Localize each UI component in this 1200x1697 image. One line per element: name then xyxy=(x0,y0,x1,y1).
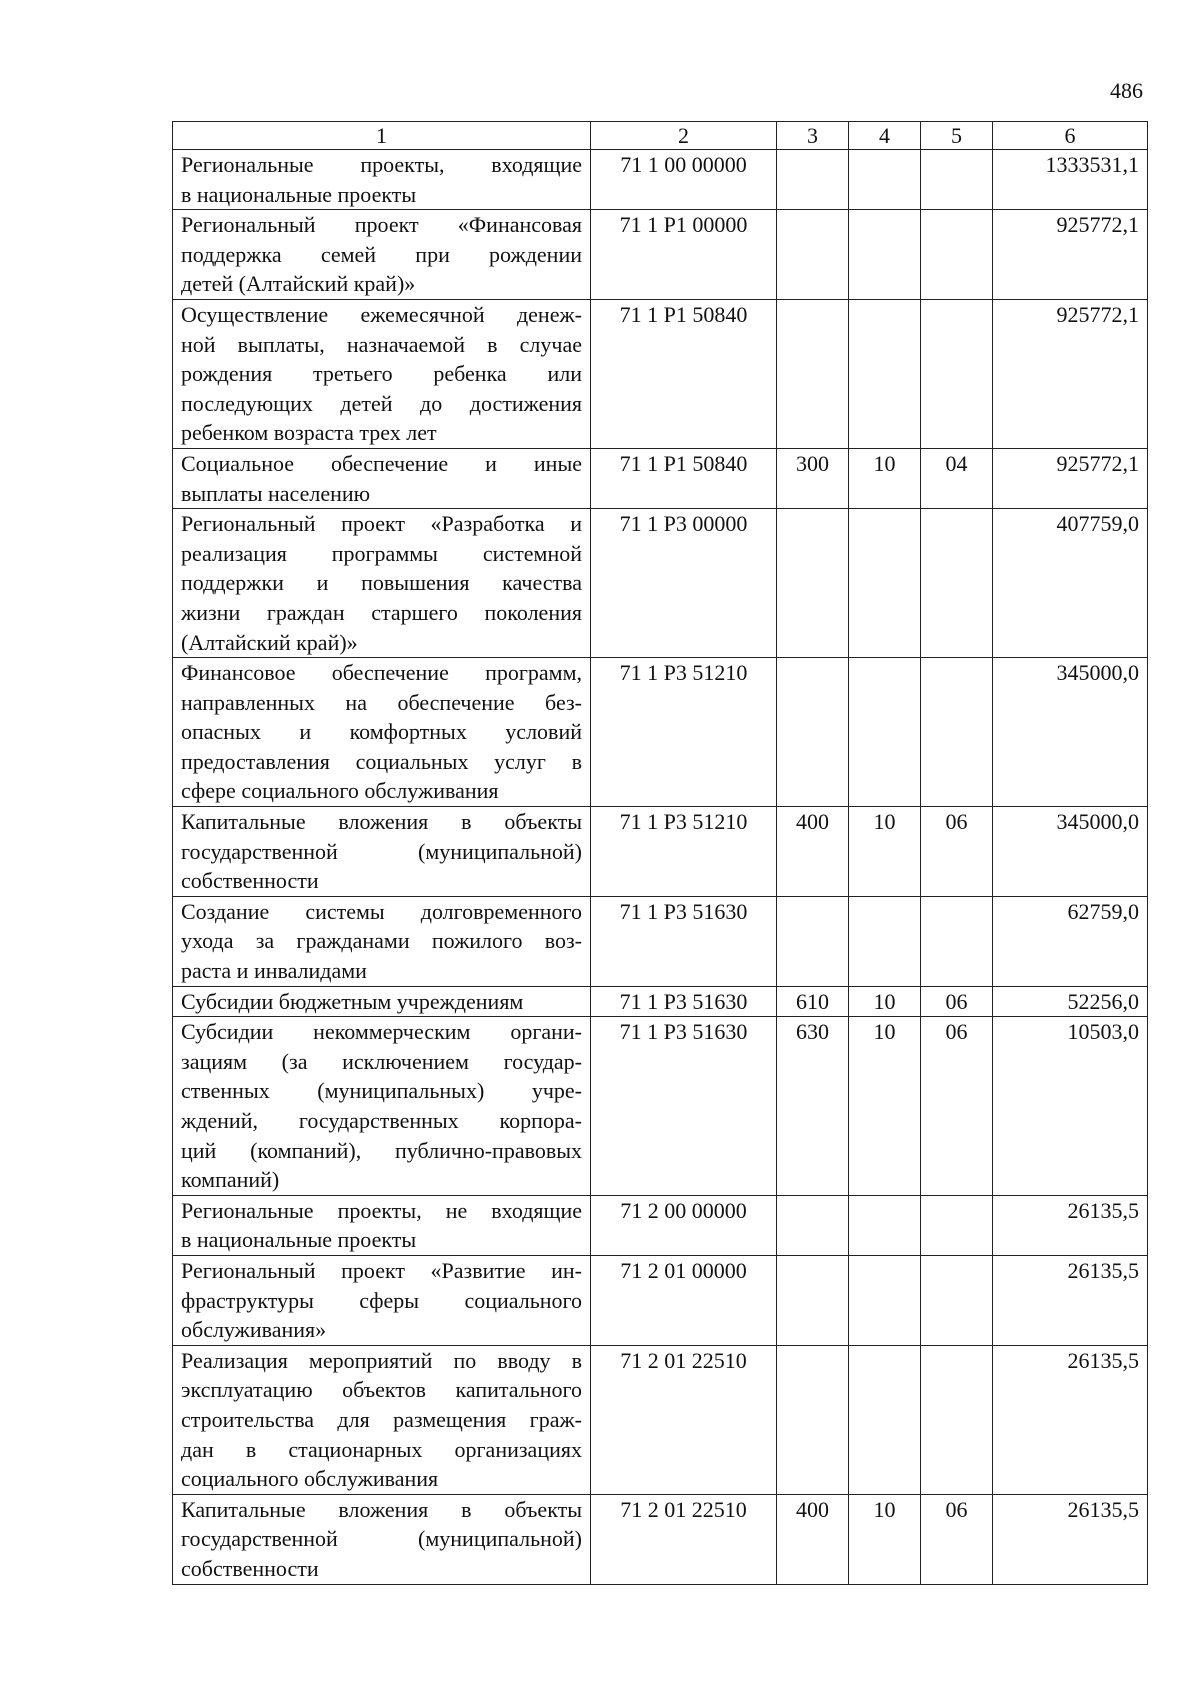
row-name-line: дан в стационарных организациях xyxy=(181,1436,582,1462)
row-col5-cell: 04 xyxy=(921,448,993,508)
row-name-line: Субсидии некоммерческим органи- xyxy=(181,1019,582,1045)
row-name-cell xyxy=(173,1255,591,1345)
row-col5-cell xyxy=(921,896,993,986)
row-name-line: детей (Алтайский край)» xyxy=(181,271,416,297)
row-name-line: ждений, государственных корпора- xyxy=(181,1108,582,1133)
row-name-line: жизни граждан старшего поколения xyxy=(181,599,582,625)
row-sum-cell: 62759,0 xyxy=(993,896,1148,986)
row-name-line: поддержки и повышения качества xyxy=(181,570,582,596)
row-name-line: Создание системы долговременного xyxy=(181,898,582,924)
row-col4-cell xyxy=(849,658,921,807)
row-col3-cell xyxy=(777,896,849,986)
column-header: 2 xyxy=(591,122,777,150)
row-code-cell: 71 2 01 22510 xyxy=(591,1345,777,1494)
row-name-line: опасных и комфортных условий xyxy=(181,719,582,745)
row-col4-cell: 10 xyxy=(849,448,921,508)
row-name-line: Социальное обеспечение и иные xyxy=(181,450,582,476)
row-name-line: Региональные проекты, не входящие xyxy=(181,1197,582,1223)
column-header: 4 xyxy=(849,122,921,150)
row-col3-cell: 610 xyxy=(777,986,849,1017)
row-name-line: Реализация мероприятий по вводу в xyxy=(181,1347,582,1373)
row-name-line: направленных на обеспечение без- xyxy=(181,689,582,715)
row-code-cell: 71 1 P3 00000 xyxy=(591,509,777,658)
row-col5-cell xyxy=(921,1195,993,1255)
row-col4-cell xyxy=(849,210,921,300)
row-col5-cell xyxy=(921,658,993,807)
table-header-row xyxy=(173,122,1148,150)
row-sum-cell: 407759,0 xyxy=(993,509,1148,658)
column-header: 1 xyxy=(173,122,591,150)
row-col5-cell xyxy=(921,150,993,210)
row-code-cell: 71 1 00 00000 xyxy=(591,150,777,210)
row-name-line: (Алтайский край)» xyxy=(181,629,358,655)
row-col3-cell xyxy=(777,1255,849,1345)
row-name-cell xyxy=(173,210,591,300)
row-code-cell: 71 1 P3 51210 xyxy=(591,658,777,807)
row-sum-cell: 26135,5 xyxy=(993,1494,1148,1584)
row-name-cell xyxy=(173,1195,591,1255)
row-name-line: Региональный проект «Финансовая xyxy=(181,212,582,238)
row-name-line: раста и инвалидами xyxy=(181,958,367,984)
row-col3-cell: 630 xyxy=(777,1017,849,1196)
row-name-line: Субсидии бюджетным учреждениям xyxy=(181,988,524,1014)
row-sum-cell: 925772,1 xyxy=(993,299,1148,448)
row-sum-cell: 1333531,1 xyxy=(993,150,1148,210)
column-header: 6 xyxy=(993,122,1148,150)
row-sum-cell: 345000,0 xyxy=(993,807,1148,897)
row-col4-cell xyxy=(849,896,921,986)
row-col5-cell xyxy=(921,299,993,448)
row-code-cell: 71 1 P3 51210 xyxy=(591,807,777,897)
row-col4-cell xyxy=(849,299,921,448)
row-name-cell xyxy=(173,896,591,986)
row-name-line: ственных (муниципальных) учре- xyxy=(181,1078,582,1104)
row-name-line: Финансовое обеспечение программ, xyxy=(181,660,582,686)
row-name-line: в национальные проекты xyxy=(181,181,417,207)
row-name-line: сфере социального обслуживания xyxy=(181,778,499,804)
row-code-cell: 71 2 01 22510 xyxy=(591,1494,777,1584)
row-col4-cell xyxy=(849,509,921,658)
table-row xyxy=(173,150,1148,210)
row-col5-cell xyxy=(921,509,993,658)
row-name-line: зациям (за исключением государ- xyxy=(181,1048,582,1074)
row-col3-cell xyxy=(777,1195,849,1255)
row-name-line: рождения третьего ребенка или xyxy=(181,361,582,387)
row-col4-cell xyxy=(849,1345,921,1494)
row-name-line: Региональные проекты, входящие xyxy=(181,152,582,177)
row-name-line: реализация программы системной xyxy=(181,540,582,566)
row-name-line: Осуществление ежемесячной денеж- xyxy=(181,301,582,327)
row-sum-cell: 26135,5 xyxy=(993,1195,1148,1255)
row-col5-cell: 06 xyxy=(921,986,993,1017)
row-name-cell xyxy=(173,299,591,448)
row-col3-cell xyxy=(777,509,849,658)
page-number: 486 xyxy=(1110,78,1143,103)
row-name-line: Региональный проект «Разработка и xyxy=(181,511,582,537)
row-name-line: выплаты населению xyxy=(181,480,371,506)
row-col4-cell xyxy=(849,1255,921,1345)
row-col4-cell xyxy=(849,150,921,210)
row-name-line: предоставления социальных услуг в xyxy=(181,748,582,774)
table-row xyxy=(173,1345,1148,1494)
row-col3-cell xyxy=(777,299,849,448)
table-row xyxy=(173,1017,1148,1196)
table-row xyxy=(173,509,1148,658)
row-name-cell xyxy=(173,1017,591,1196)
row-code-cell: 71 1 P1 50840 xyxy=(591,299,777,448)
table-row xyxy=(173,807,1148,897)
row-name-cell xyxy=(173,658,591,807)
row-name-line: государственной (муниципальной) xyxy=(181,838,582,864)
row-name-cell xyxy=(173,1345,591,1494)
row-code-cell: 71 2 00 00000 xyxy=(591,1195,777,1255)
row-name-line: строительства для размещения граж- xyxy=(181,1406,582,1432)
row-col5-cell: 06 xyxy=(921,807,993,897)
row-name-line: в национальные проекты xyxy=(181,1227,417,1253)
row-name-line: поддержка семей при рождении xyxy=(181,241,582,267)
row-sum-cell: 925772,1 xyxy=(993,210,1148,300)
row-name-cell xyxy=(173,448,591,508)
row-col3-cell xyxy=(777,658,849,807)
row-name-line: Капитальные вложения в объекты xyxy=(181,1496,582,1522)
row-name-cell xyxy=(173,1494,591,1584)
row-name-line: социального обслуживания xyxy=(181,1466,439,1492)
row-name-cell xyxy=(173,986,591,1017)
row-name-line: ухода за гражданами пожилого воз- xyxy=(181,928,582,954)
row-name-line: ребенком возраста трех лет xyxy=(181,420,437,446)
row-name-line: государственной (муниципальной) xyxy=(181,1526,582,1552)
row-sum-cell: 26135,5 xyxy=(993,1255,1148,1345)
row-col3-cell xyxy=(777,150,849,210)
column-header: 3 xyxy=(777,122,849,150)
table-row xyxy=(173,1494,1148,1584)
row-col3-cell: 300 xyxy=(777,448,849,508)
row-name-line: ций (компаний), публично-правовых xyxy=(181,1137,582,1163)
row-name-line: Капитальные вложения в объекты xyxy=(181,809,582,835)
row-col4-cell: 10 xyxy=(849,986,921,1017)
row-col4-cell: 10 xyxy=(849,1017,921,1196)
row-code-cell: 71 2 01 00000 xyxy=(591,1255,777,1345)
row-col5-cell xyxy=(921,1255,993,1345)
row-name-line: собственности xyxy=(181,1555,319,1581)
table-row xyxy=(173,986,1148,1017)
row-name-line: последующих детей до достижения xyxy=(181,390,582,416)
row-sum-cell: 52256,0 xyxy=(993,986,1148,1017)
row-name-line: ной выплаты, назначаемой в случае xyxy=(181,331,582,357)
row-name-line: эксплуатацию объектов капитального xyxy=(181,1377,582,1403)
budget-table xyxy=(172,121,1148,1585)
row-name-cell xyxy=(173,807,591,897)
table-row xyxy=(173,448,1148,508)
row-name-line: Региональный проект «Развитие ин- xyxy=(181,1257,582,1283)
row-name-line: обслуживания» xyxy=(181,1317,327,1343)
row-name-line: фраструктуры сферы социального xyxy=(181,1287,582,1313)
table-row xyxy=(173,1255,1148,1345)
table-row xyxy=(173,210,1148,300)
table-row xyxy=(173,299,1148,448)
column-header: 5 xyxy=(921,122,993,150)
row-col3-cell xyxy=(777,1345,849,1494)
table-row xyxy=(173,896,1148,986)
row-name-line: компаний) xyxy=(181,1167,280,1193)
row-col4-cell: 10 xyxy=(849,1494,921,1584)
row-sum-cell: 26135,5 xyxy=(993,1345,1148,1494)
row-sum-cell: 10503,0 xyxy=(993,1017,1148,1196)
row-col5-cell: 06 xyxy=(921,1017,993,1196)
row-name-cell xyxy=(173,509,591,658)
row-code-cell: 71 1 P1 00000 xyxy=(591,210,777,300)
row-sum-cell: 925772,1 xyxy=(993,448,1148,508)
table-row xyxy=(173,1195,1148,1255)
row-col5-cell: 06 xyxy=(921,1494,993,1584)
row-code-cell: 71 1 P3 51630 xyxy=(591,1017,777,1196)
row-col3-cell: 400 xyxy=(777,1494,849,1584)
row-col4-cell xyxy=(849,1195,921,1255)
row-name-cell xyxy=(173,150,591,210)
row-col5-cell xyxy=(921,210,993,300)
row-sum-cell: 345000,0 xyxy=(993,658,1148,807)
row-name-line: собственности xyxy=(181,868,319,894)
row-col3-cell xyxy=(777,210,849,300)
row-code-cell: 71 1 P1 50840 xyxy=(591,448,777,508)
row-col4-cell: 10 xyxy=(849,807,921,897)
row-code-cell: 71 1 P3 51630 xyxy=(591,896,777,986)
row-code-cell: 71 1 P3 51630 xyxy=(591,986,777,1017)
row-col5-cell xyxy=(921,1345,993,1494)
table-row xyxy=(173,658,1148,807)
row-col3-cell: 400 xyxy=(777,807,849,897)
